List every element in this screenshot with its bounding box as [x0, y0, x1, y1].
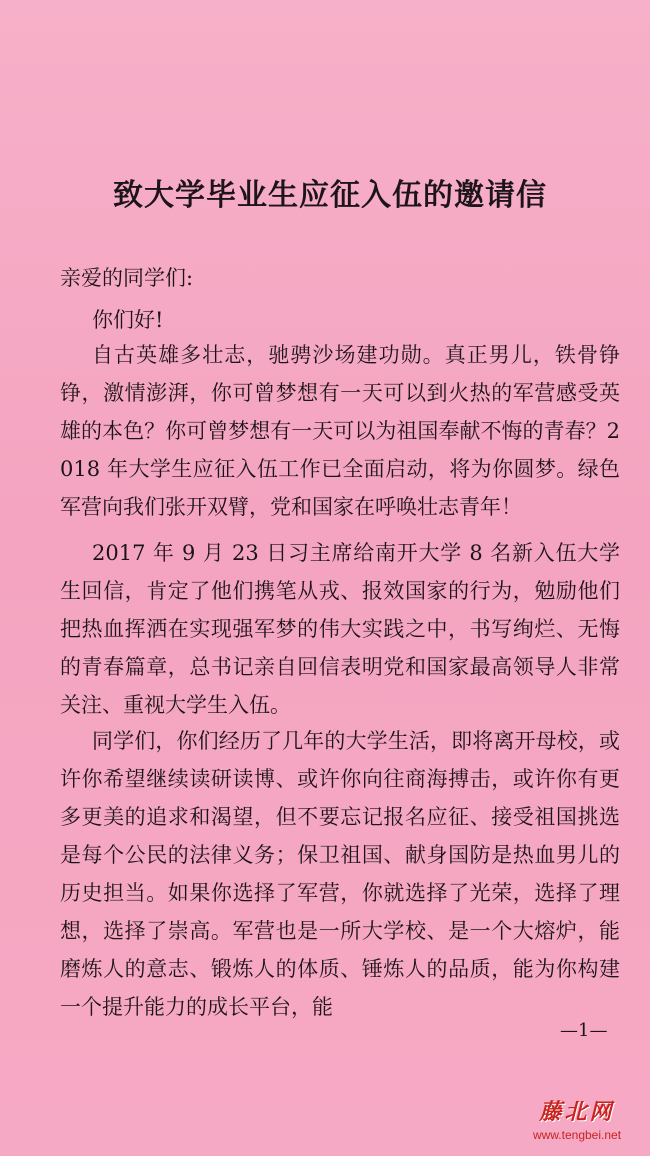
paragraph: 同学们，你们经历了几年的大学生活，即将离开母校，或许你希望继续读研读博、或许你向往商海搏击，或许你有更多更美的追求和渴望，但不要忘记报名应征、接受祖国挑选是每个公民的法律义务；保卫祖国、献身国防是热血男儿的历史担当。如果你选择了军营，你就选择了光荣，选择了理想，选择了崇高。军营也是一所大学校、是一个大熔炉，能磨炼人的意志、锻炼人的体质、锤炼人的品质，能为你构建一个提升能力的成长平台，能 — [60, 729, 620, 1019]
page-title: 致大学毕业生应征入伍的邀请信 — [113, 178, 547, 213]
greeting: 亲爱的同学们: — [60, 266, 194, 290]
watermark-logo: 藤北网 — [539, 1099, 615, 1125]
page-number: —1— — [560, 1020, 608, 1041]
paragraph: 2017 年 9 月 23 日习主席给南开大学 8 名新入伍大学生回信，肯定了他们携笔从戎、报效国家的行为，勉励他们把热血挥洒在实现强军梦的伟大实践之中，书写绚烂、无悔的青春篇章，总书记亲自回信表明党和国家最高领导人非常关注、重视大学生入伍。 — [60, 541, 620, 717]
site-watermark — [522, 1095, 632, 1142]
watermark-url: www.tengbei.net — [532, 1128, 622, 1142]
salutation: 你们好! — [92, 308, 164, 332]
paragraph: 自古英雄多壮志，驰骋沙场建功勋。真正男儿，铁骨铮铮，激情澎湃，你可曾梦想有一天可以到火热的军营感受英雄的本色？你可曾梦想有一天可以为祖国奉献不悔的青春？2018 年大学生应征入伍工作已全面启动，将为你圆梦。绿色军营向我们张开双臂，党和国家在呼唤壮志青年！ — [60, 343, 620, 519]
